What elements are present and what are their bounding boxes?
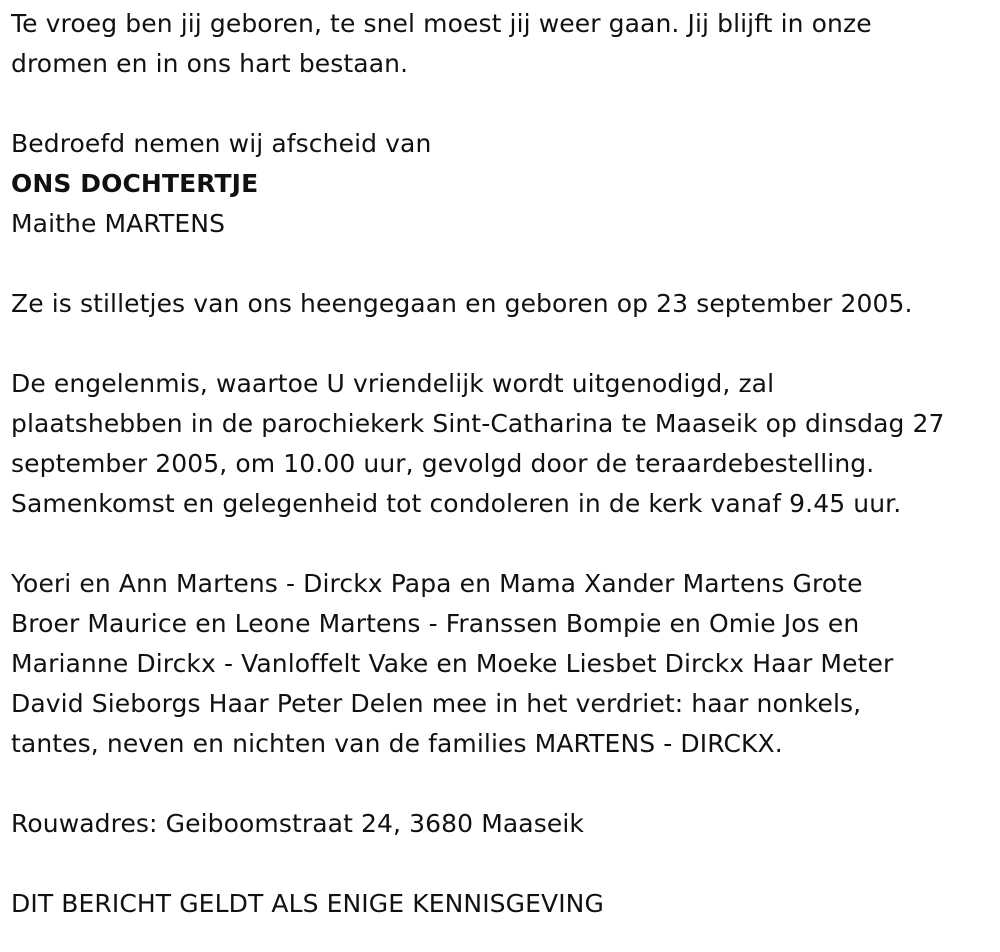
family-line: Broer Maurice en Leone Martens - Franssen Bompie en Omie Jos en: [11, 609, 860, 638]
notice-heading: ONS DOCHTERTJE: [11, 169, 259, 198]
poem-line: Te vroeg ben jij geboren, te snel moest jij weer gaan. Jij blijft in onze: [11, 9, 872, 38]
family-text: [11, 564, 996, 764]
mass-line: plaatshebben in de parochiekerk Sint-Catharina te Maaseik op dinsdag 27: [11, 409, 945, 438]
poem-line: dromen en in ons hart bestaan.: [11, 49, 409, 78]
mass-line: De engelenmis, waartoe U vriendelijk wordt uitgenodigd, zal: [11, 369, 775, 398]
spacer: [11, 84, 996, 124]
notice-footer: DIT BERICHT GELDT ALS ENIGE KENNISGEVING: [11, 889, 604, 918]
spacer: [11, 844, 996, 884]
family-line: Marianne Dirckx - Vanloffelt Vake en Moeke Liesbet Dirckx Haar Meter: [11, 649, 894, 678]
poem-text: [11, 4, 996, 84]
mass-line: september 2005, om 10.00 uur, gevolgd door de teraardebestelling.: [11, 449, 875, 478]
mourning-address: Rouwadres: Geiboomstraat 24, 3680 Maaseik: [11, 809, 584, 838]
spacer: [11, 524, 996, 564]
mass-line: Samenkomst en gelegenheid tot condoleren in de kerk vanaf 9.45 uur.: [11, 489, 902, 518]
deceased-name: Maithe MARTENS: [11, 209, 226, 238]
family-line: tantes, neven en nichten van de families MARTENS - DIRCKX.: [11, 729, 783, 758]
mass-text: [11, 364, 996, 524]
spacer: [11, 244, 996, 284]
spacer: [11, 764, 996, 804]
intro-text: Bedroefd nemen wij afscheid van: [11, 129, 432, 158]
spacer: [11, 324, 996, 364]
birth-text: Ze is stilletjes van ons heengegaan en geboren op 23 september 2005.: [11, 289, 913, 318]
family-line: David Sieborgs Haar Peter Delen mee in het verdriet: haar nonkels,: [11, 689, 862, 718]
family-line: Yoeri en Ann Martens - Dirckx Papa en Mama Xander Martens Grote: [11, 569, 863, 598]
death-notice: [11, 4, 996, 924]
